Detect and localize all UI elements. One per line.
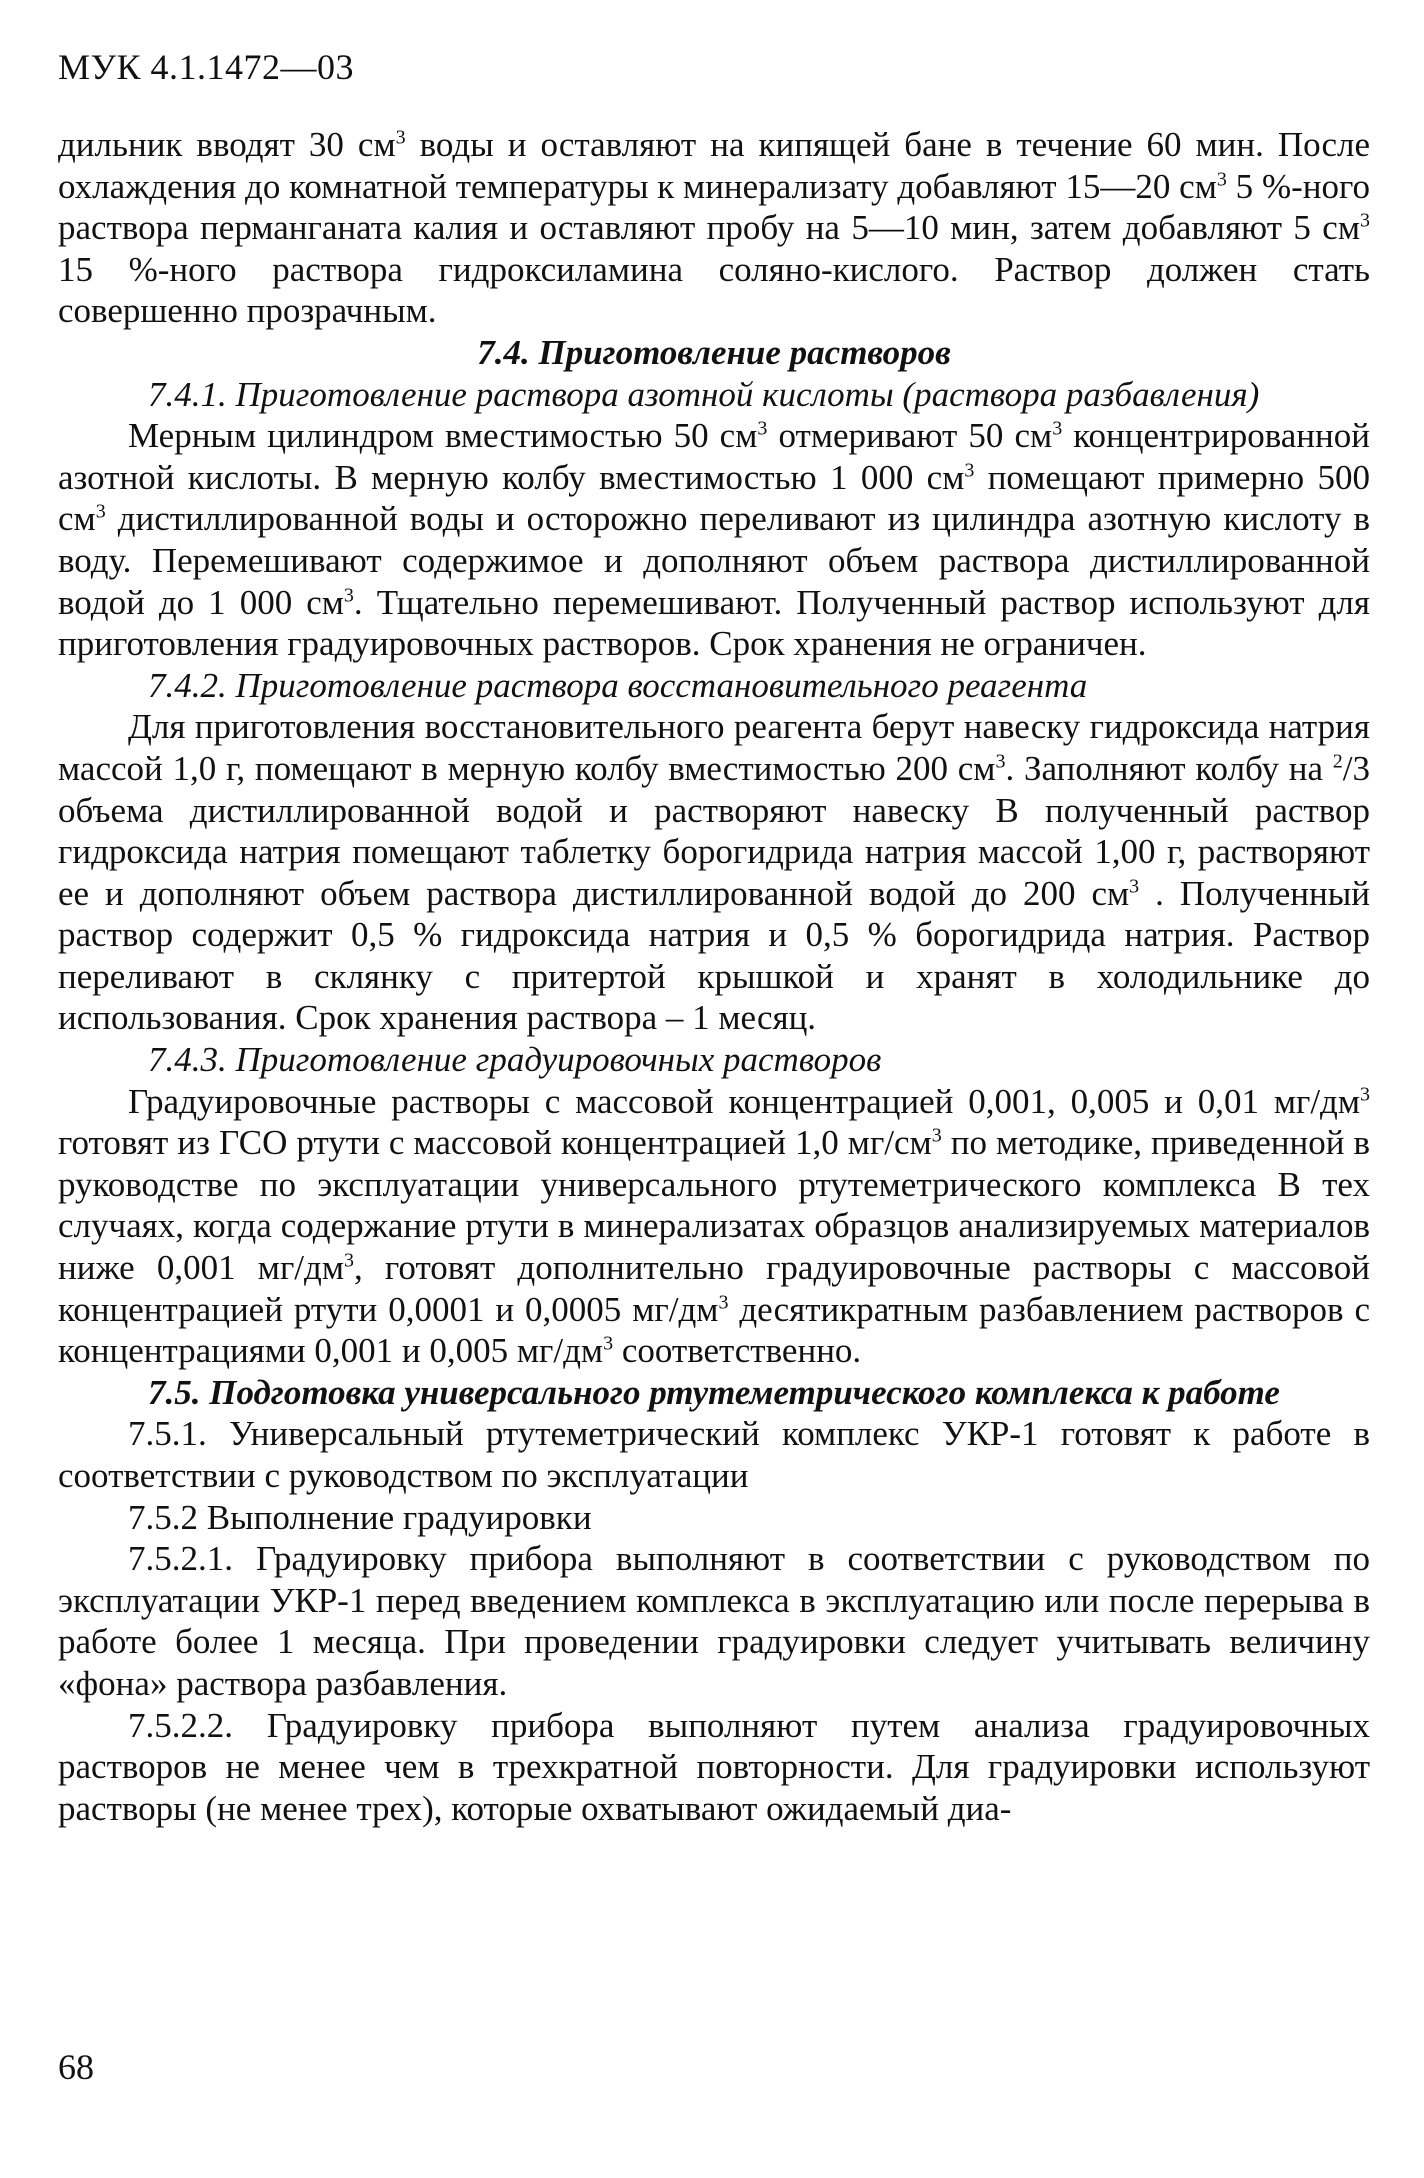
paragraph-7-5-2-2: 7.5.2.2. Градуировку прибора выполняют путем анализа градуировочных растворов не менее чем в трехкратной повторности. Для градуировки используют растворы (не менее трех), которые охватывают ожидаемый диа- xyxy=(58,1705,1370,1828)
paragraph-7-4-2: Для приготовления восстановительного реагента берут навеску гидроксида натрия массой 1,0 г, помещают в мерную колбу вместимостью 200 $см^3$. Заполняют колбу на $^2$/3 объема дистиллированной водой и растворяют навеску В полученный раствор гидроксида натрия помещают таблетку борогидрида натрия массой 1,00 г, растворяют ее и дополняют объем раствора дистиллированной водой до 200 $см^3$ . Полученный раствор содержит 0,5 % гидроксида натрия и 0,5 % борогидрида натрия. Раствор переливают в склянку с притертой крышкой и хранят в холодильнике до использования. Срок хранения раствора – 1 месяц. xyxy=(58,707,1370,1038)
document-page xyxy=(58,0,1370,2178)
document-body xyxy=(58,124,1370,1829)
subsection-heading-7-4-3: 7.4.3. Приготовление градуировочных растворов xyxy=(148,1040,882,1080)
subsection-heading-7-4-2: 7.4.2. Приготовление раствора восстановительного реагента xyxy=(148,665,1088,705)
subsection-heading-7-4-1: 7.4.1. Приготовление раствора азотной кислоты (раствора разбавления) xyxy=(148,374,1260,414)
paragraph-intro: дильник вводят 30 $см^3$ воды и оставляют на кипящей бане в течение 60 мин. После охлаждения до комнатной температуры к минерализату добавляют 15—20 $см^3$ 5 %-ного раствора перманганата калия и оставляют пробу на 5—10 мин, затем добавляют 5 $см^3$ 15 %-ного раствора гидроксиламина соляно-кислого. Раствор должен стать совершенно прозрачным. xyxy=(58,125,1371,331)
section-heading-7-5: 7.5. Подготовка универсального ртутеметрического комплекса к работе xyxy=(148,1372,1280,1412)
paragraph-7-5-2-1: 7.5.2.1. Градуировку прибора выполняют в соответствии с руководством по эксплуатации УКР-1 перед введением комплекса в эксплуатацию или после перерыва в работе более 1 месяца. При проведении градуировки следует учитывать величину «фона» раствора разбавления. xyxy=(58,1539,1370,1703)
page-number: 68 xyxy=(58,2047,94,2087)
paragraph-7-4-3: Градуировочные растворы с массовой концентрацией 0,001, 0,005 и 0,01 $мг/дм^3$ готовят из ГСО ртути с массовой концентрацией 1,0 $мг/см^3$ по методике, приведенной в руководстве по эксплуатации универсального ртутеметрического комплекса В тех случаях, когда содержание ртути в минерализатах образцов анализируемых материалов ниже 0,001 $мг/дм^3$, готовят дополнительно градуировочные растворы с массовой концентрацией ртути 0,0001 и 0,0005 $мг/дм^3$ десятикратным разбавлением растворов с концентрациями 0,001 и 0,005 $мг/дм^3$ соответственно. xyxy=(58,1081,1371,1371)
paragraph-7-5-2: 7.5.2 Выполнение градуировки xyxy=(128,1497,592,1537)
section-heading-7-4: 7.4. Приготовление растворов xyxy=(477,332,951,372)
document-id-header: МУК 4.1.1472—03 xyxy=(58,47,355,87)
paragraph-7-5-1: 7.5.1. Универсальный ртутеметрический комплекс УКР-1 готовят к работе в соответствии с руководством по эксплуатации xyxy=(58,1414,1370,1495)
paragraph-7-4-1: Мерным цилиндром вместимостью 50 $см^3$ отмеривают 50 $см^3$ концентрированной азотной кислоты. В мерную колбу вместимостью 1 000 $см^3$ помещают примерно 500 $см^3$ дистиллированной воды и осторожно переливают из цилиндра азотную кислоту в воду. Перемешивают содержимое и дополняют объем раствора дистиллированной водой до 1 000 $см^3$. Тщательно перемешивают. Полученный раствор используют для приготовления градуировочных растворов. Срок хранения не ограничен. xyxy=(58,416,1371,664)
